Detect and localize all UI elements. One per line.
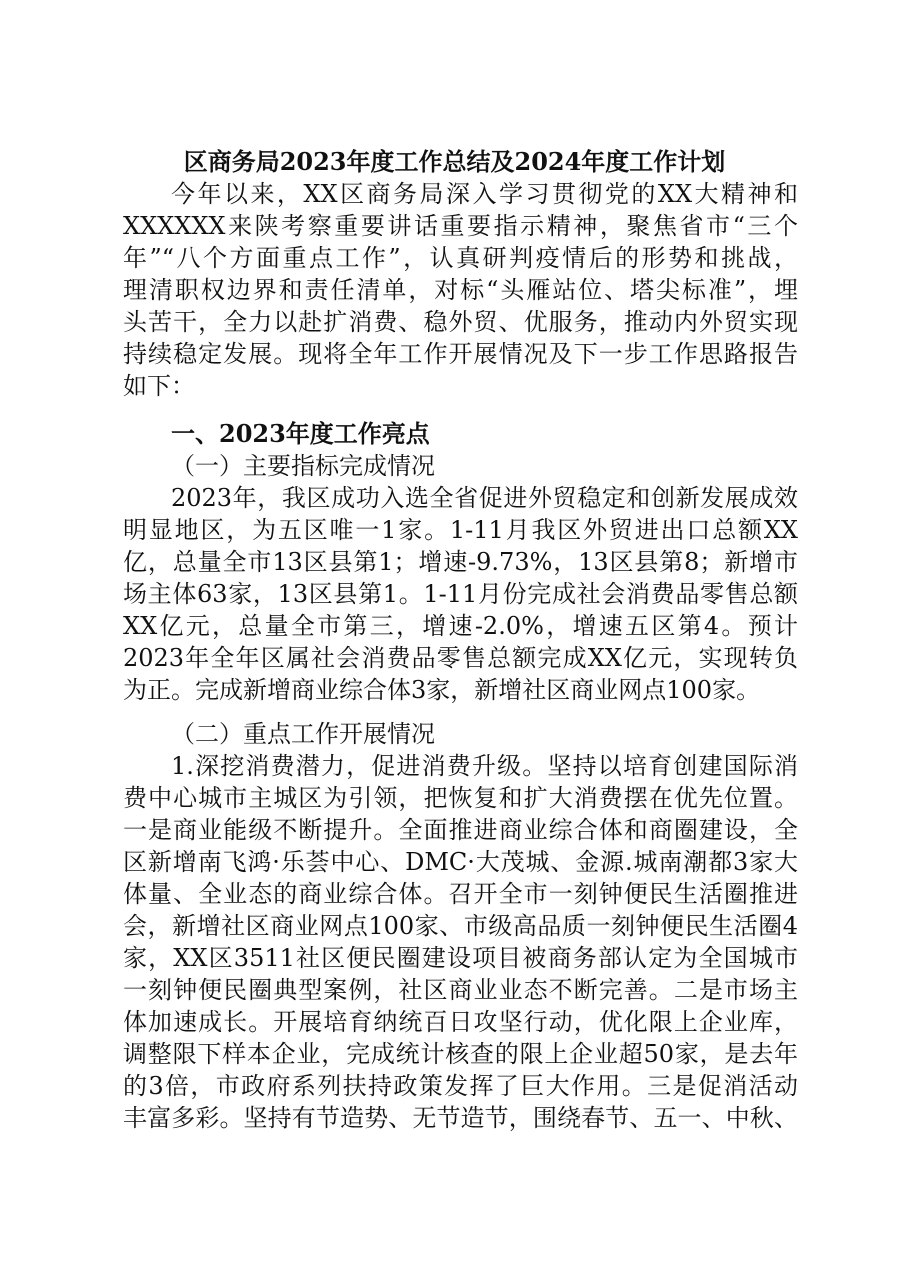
paragraph-line: 调整限下样本企业，完成统计核查的限上企业超50家，是去年	[123, 1040, 798, 1068]
paragraph-line: 头苦干，全力以赴扩消费、稳外贸、优服务，推动内外贸实现	[123, 308, 798, 336]
paragraph-line: 区新增南飞鸿·乐荟中心、DMC·大茂城、金源.城南潮都3家大	[123, 848, 798, 876]
indicators-paragraph	[123, 482, 798, 706]
paragraph-line: 费中心城市主城区为引领，把恢复和扩大消费摆在优先位置。	[123, 784, 798, 812]
subsection-heading: （二）重点工作开展情况	[171, 720, 435, 748]
paragraph-line: 理清职权边界和责任清单，对标“头雁站位、塔尖标准”，埋	[123, 276, 798, 304]
paragraph-line: 一刻钟便民圈典型案例，社区商业业态不断完善。二是市场主	[123, 976, 798, 1004]
paragraph-line: 今年以来，XX区商务局深入学习贯彻党的XX大精神和	[171, 180, 798, 208]
paragraph-line: 年”“八个方面重点工作”，认真研判疫情后的形势和挑战，	[123, 244, 798, 272]
key-work-paragraph	[123, 750, 798, 1134]
paragraph-line: XXXXXX来陕考察重要讲话重要指示精神，聚焦省市“三个	[123, 212, 798, 240]
paragraph-line: 2023年全年区属社会消费品零售总额完成XX亿元，实现转负	[123, 644, 798, 672]
paragraph-line: 明显地区，为五区唯一1家。1-11月我区外贸进出口总额XX	[123, 516, 798, 544]
paragraph-line: 持续稳定发展。现将全年工作开展情况及下一步工作思路报告	[123, 340, 798, 368]
paragraph-line: 2023年，我区成功入选全省促进外贸稳定和创新发展成效	[171, 484, 798, 512]
paragraph-line: 家，XX区3511社区便民圈建设项目被商务部认定为全国城市	[123, 944, 798, 972]
paragraph-line: 一是商业能级不断提升。全面推进商业综合体和商圈建设，全	[123, 816, 798, 844]
paragraph-line: 的3倍，市政府系列扶持政策发挥了巨大作用。三是促消活动	[123, 1072, 798, 1100]
paragraph-line: 体加速成长。开展培育纳统百日攻坚行动，优化限上企业库，	[123, 1008, 798, 1036]
paragraph-line: 场主体63家，13区县第1。1-11月份完成社会消费品零售总额	[123, 580, 798, 608]
subsection-heading: （一）主要指标完成情况	[171, 452, 435, 480]
paragraph-line: 为正。完成新增商业综合体3家，新增社区商业网点100家。	[123, 676, 761, 704]
paragraph-line: 会，新增社区商业网点100家、市级高品质一刻钟便民生活圈4	[123, 912, 798, 940]
document-title: 区商务局2023年度工作总结及2024年度工作计划	[183, 147, 726, 176]
paragraph-line: XX亿元，总量全市第三，增速-2.0%，增速五区第4。预计	[123, 612, 798, 640]
paragraph-line: 亿，总量全市13区县第1；增速-9.73%，13区县第8；新增市	[123, 548, 798, 576]
paragraph-line: 如下：	[123, 372, 195, 400]
intro-paragraph	[123, 178, 798, 402]
paragraph-line: 丰富多彩。坚持有节造势、无节造节，围绕春节、五一、中秋、	[123, 1104, 798, 1132]
paragraph-line: 1.深挖消费潜力，促进消费升级。坚持以培育创建国际消	[171, 752, 798, 780]
paragraph-line: 体量、全业态的商业综合体。召开全市一刻钟便民生活圈推进	[123, 880, 798, 908]
section-heading: 一、2023年度工作亮点	[171, 419, 430, 448]
